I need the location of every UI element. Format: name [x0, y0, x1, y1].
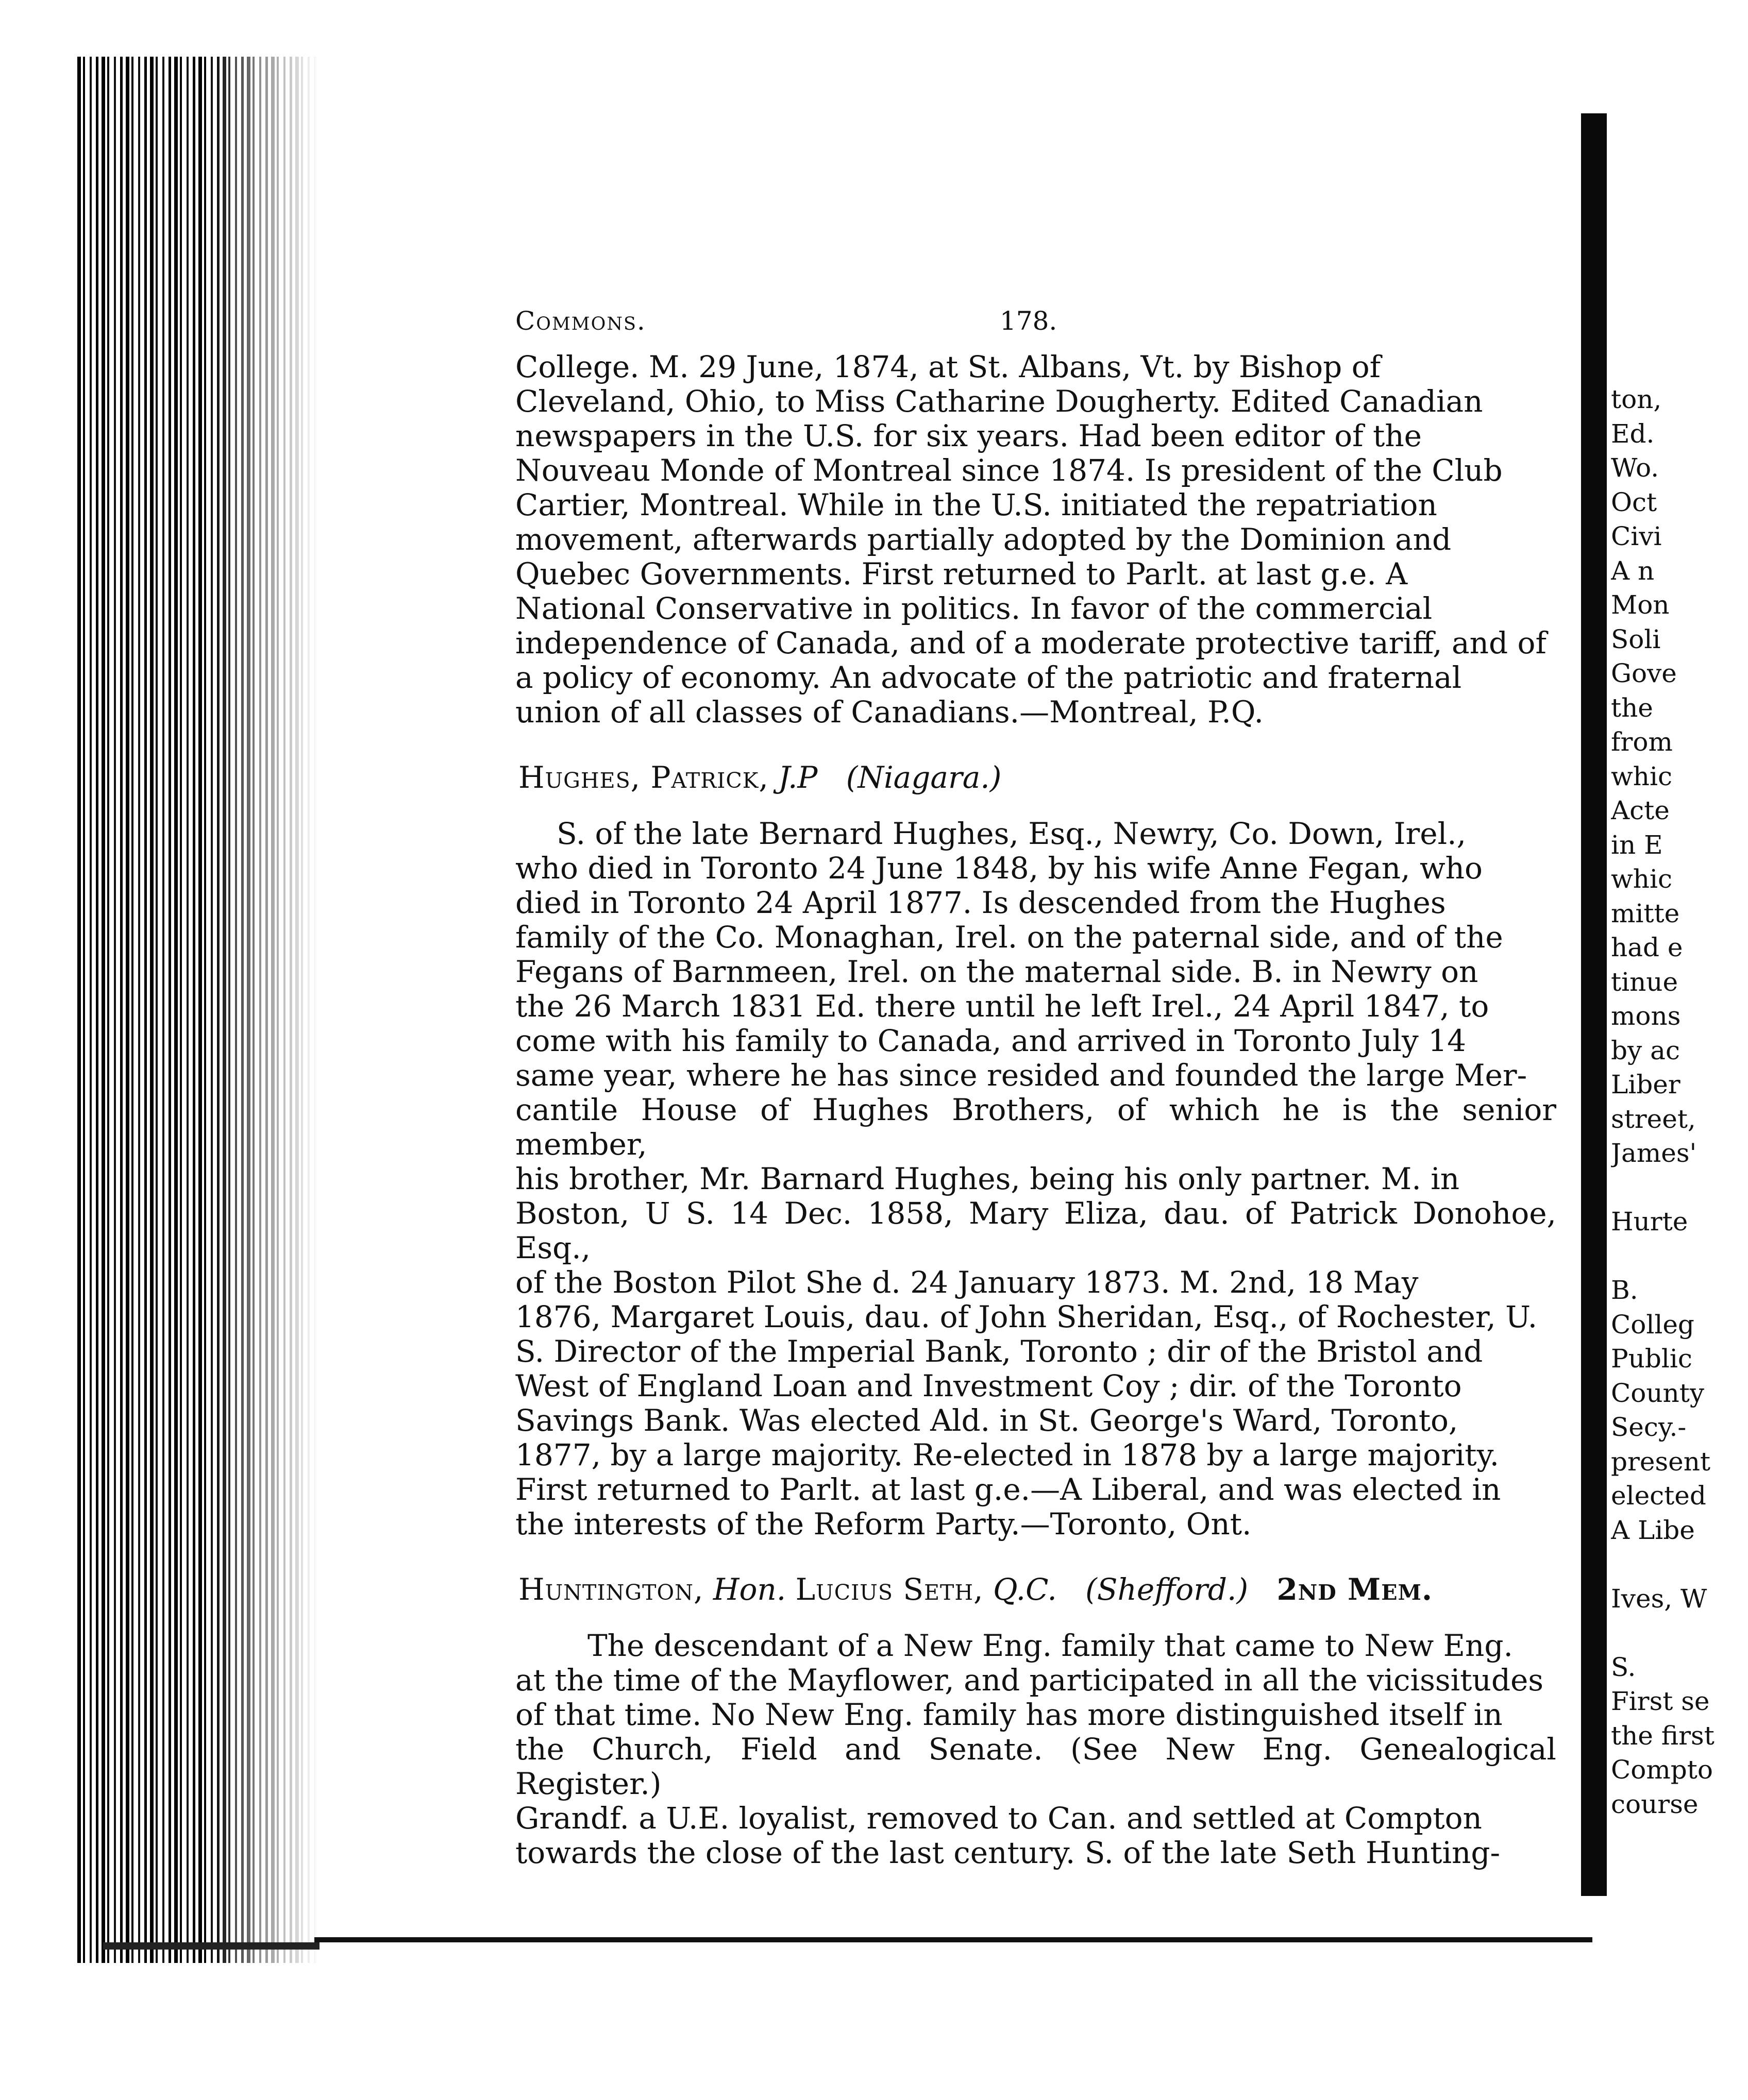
text-line: the Church, Field and Senate. (See New Eng. Genealogical Register.) — [515, 1732, 1556, 1801]
continued-entry — [515, 350, 1556, 730]
text-line: his brother, Mr. Barnard Hughes, being his only partner. M. in — [515, 1161, 1460, 1196]
text-line: Grandf. a U.E. loyalist, removed to Can. and settled at Compton — [515, 1801, 1482, 1836]
entry-heading-huntington — [518, 1572, 1556, 1607]
fragment-line: street, — [1611, 1104, 1696, 1134]
entry-honorific: Hon. — [713, 1572, 786, 1607]
facing-page-fragments — [1611, 382, 1748, 1821]
entry-heading-hughes — [518, 760, 1556, 795]
main-text-column — [515, 304, 1556, 1870]
fragment-line: A n — [1611, 555, 1655, 586]
book-binding-edge — [77, 57, 320, 1963]
fragment-line: the — [1611, 692, 1653, 723]
fragment-line: present — [1611, 1446, 1711, 1477]
fragment-line: Oct — [1611, 487, 1657, 517]
text-line: 1877, by a large majority. Re-elected in 1878 by a large majority. — [515, 1437, 1500, 1472]
text-line: Boston, U S. 14 Dec. 1858, Mary Eliza, dau. of Patrick Donohoe, Esq., — [515, 1196, 1556, 1265]
text-line: Nouveau Monde of Montreal since 1874. Is president of the Club — [515, 453, 1503, 488]
fragment-line: elected — [1611, 1481, 1706, 1511]
fragment-line — [1611, 1171, 1748, 1205]
text-line: Quebec Governments. First returned to Parlt. at last g.e. A — [515, 556, 1408, 591]
fragment-line: Civi — [1611, 521, 1662, 551]
fragment-line: Secy.- — [1611, 1412, 1687, 1442]
text-line: Cleveland, Ohio, to Miss Catharine Dougherty. Edited Canadian — [515, 384, 1483, 419]
fragment-line: B. — [1611, 1275, 1638, 1305]
text-line: of the Boston Pilot She d. 24 January 1873. M. 2nd, 18 May — [515, 1265, 1419, 1300]
text-line: of that time. No New Eng. family has more distinguished itself in — [515, 1697, 1503, 1732]
fragment-line: the first — [1611, 1720, 1715, 1751]
fragment-line: First se — [1611, 1686, 1710, 1716]
page-number: 178. — [1000, 306, 1057, 336]
fragment-line: mons — [1611, 1001, 1681, 1031]
text-line: 1876, Margaret Louis, dau. of John Sheridan, Esq., of Rochester, U. — [515, 1299, 1538, 1334]
page-header — [515, 304, 1556, 338]
fragment-line: in E — [1611, 829, 1663, 860]
fragment-line: James' — [1611, 1138, 1697, 1168]
text-line: movement, afterwards partially adopted by the Dominion and — [515, 522, 1452, 557]
text-line: union of all classes of Canadians.—Montreal, P.Q. — [515, 695, 1264, 730]
text-line: family of the Co. Monaghan, Irel. on the paternal side, and of the — [515, 920, 1503, 955]
fragment-line: Mon — [1611, 590, 1670, 620]
fragment-line: had e — [1611, 933, 1683, 962]
fragment-line: mitte — [1611, 898, 1680, 928]
page-bottom-rule — [314, 1937, 1592, 1942]
text-line: Savings Bank. Was elected Ald. in St. George's Ward, Toronto, — [515, 1403, 1458, 1438]
text-line: died in Toronto 24 April 1877. Is descended from the Hughes — [515, 885, 1446, 920]
fragment-line: Wo. — [1611, 453, 1659, 483]
entry-body-huntington — [515, 1629, 1556, 1870]
text-line: National Conservative in politics. In favor of the commercial — [515, 591, 1433, 626]
fragment-line: Ed. — [1611, 418, 1655, 449]
fragment-line: Liber — [1611, 1070, 1680, 1099]
text-line: newspapers in the U.S. for six years. Had been editor of the — [515, 418, 1422, 453]
text-line: Cartier, Montreal. While in the U.S. initiated the repatriation — [515, 487, 1437, 522]
fragment-line: from — [1611, 727, 1673, 757]
entry-given-names: Lucius Seth, — [795, 1572, 984, 1607]
fragment-line: Compto — [1611, 1755, 1713, 1785]
fragment-line: ton, — [1611, 384, 1662, 414]
fragment-line — [1611, 1239, 1748, 1274]
text-line: Fegans of Barnmeen, Irel. on the maternal side. B. in Newry on — [515, 954, 1478, 989]
fragment-line — [1611, 1616, 1748, 1650]
facing-page-gutter — [1581, 113, 1607, 1896]
entry-title: Q.C. — [993, 1572, 1057, 1607]
text-line: S. of the late Bernard Hughes, Esq., Newry, Co. Down, Irel., — [557, 816, 1467, 851]
fragment-line: whic — [1611, 761, 1672, 791]
text-line: the interests of the Reform Party.—Toronto, Ont. — [515, 1506, 1252, 1542]
text-line: same year, where he has since resided and founded the large Mer- — [515, 1058, 1527, 1093]
fragment-line: County — [1611, 1378, 1705, 1408]
text-line: West of England Loan and Investment Coy ; dir. of the Toronto — [515, 1368, 1462, 1403]
fragment-line: Gove — [1611, 658, 1677, 688]
fragment-line: by ac — [1611, 1035, 1680, 1065]
fragment-line: tinue — [1611, 967, 1678, 997]
running-head: Commons. — [515, 306, 646, 336]
text-line: a policy of economy. An advocate of the patriotic and fraternal — [515, 660, 1462, 695]
fragment-line: Public — [1611, 1344, 1692, 1374]
text-line: independence of Canada, and of a moderate protective tariff, and of — [515, 625, 1547, 661]
fragment-line: whic — [1611, 864, 1672, 894]
text-line: The descendant of a New Eng. family that came to New Eng. — [587, 1628, 1513, 1663]
fragment-line: Soli — [1611, 624, 1661, 654]
fragment-line: Colleg — [1611, 1309, 1694, 1340]
entry-name: Huntington, — [518, 1572, 704, 1607]
fragment-line: Hurte — [1611, 1207, 1688, 1237]
text-line: the 26 March 1831 Ed. there until he left Irel., 24 April 1847, to — [515, 989, 1489, 1024]
entry-title: J.P — [778, 760, 818, 795]
text-line: S. Director of the Imperial Bank, Toronto ; dir of the Bristol and — [515, 1334, 1483, 1369]
binding-bottom-edge — [103, 1942, 320, 1950]
text-line: College. M. 29 June, 1874, at St. Albans, Vt. by Bishop of — [515, 349, 1381, 384]
entry-riding: (Niagara.) — [846, 760, 1002, 795]
text-line: cantile House of Hughes Brothers, of which he is the senior member, — [515, 1092, 1556, 1162]
entry-member: 2nd Mem. — [1276, 1572, 1433, 1607]
fragment-line — [1611, 1547, 1748, 1582]
fragment-line: A Libe — [1611, 1515, 1695, 1545]
entry-body-hughes — [515, 817, 1556, 1542]
text-line: First returned to Parlt. at last g.e.—A Liberal, and was elected in — [515, 1472, 1501, 1507]
entry-riding: (Shefford.) — [1085, 1572, 1249, 1607]
fragment-line: S. — [1611, 1652, 1636, 1682]
fragment-line: course — [1611, 1789, 1699, 1819]
text-line: who died in Toronto 24 June 1848, by his wife Anne Fegan, who — [515, 851, 1483, 886]
text-line: at the time of the Mayflower, and participated in all the vicissitudes — [515, 1663, 1544, 1698]
entry-name: Hughes, Patrick, — [518, 760, 769, 795]
fragment-line: Ives, W — [1611, 1583, 1707, 1614]
text-line: come with his family to Canada, and arrived in Toronto July 14 — [515, 1023, 1467, 1058]
text-line: towards the close of the last century. S. of the late Seth Hunting- — [515, 1835, 1501, 1870]
fragment-line: Acte — [1611, 795, 1670, 825]
